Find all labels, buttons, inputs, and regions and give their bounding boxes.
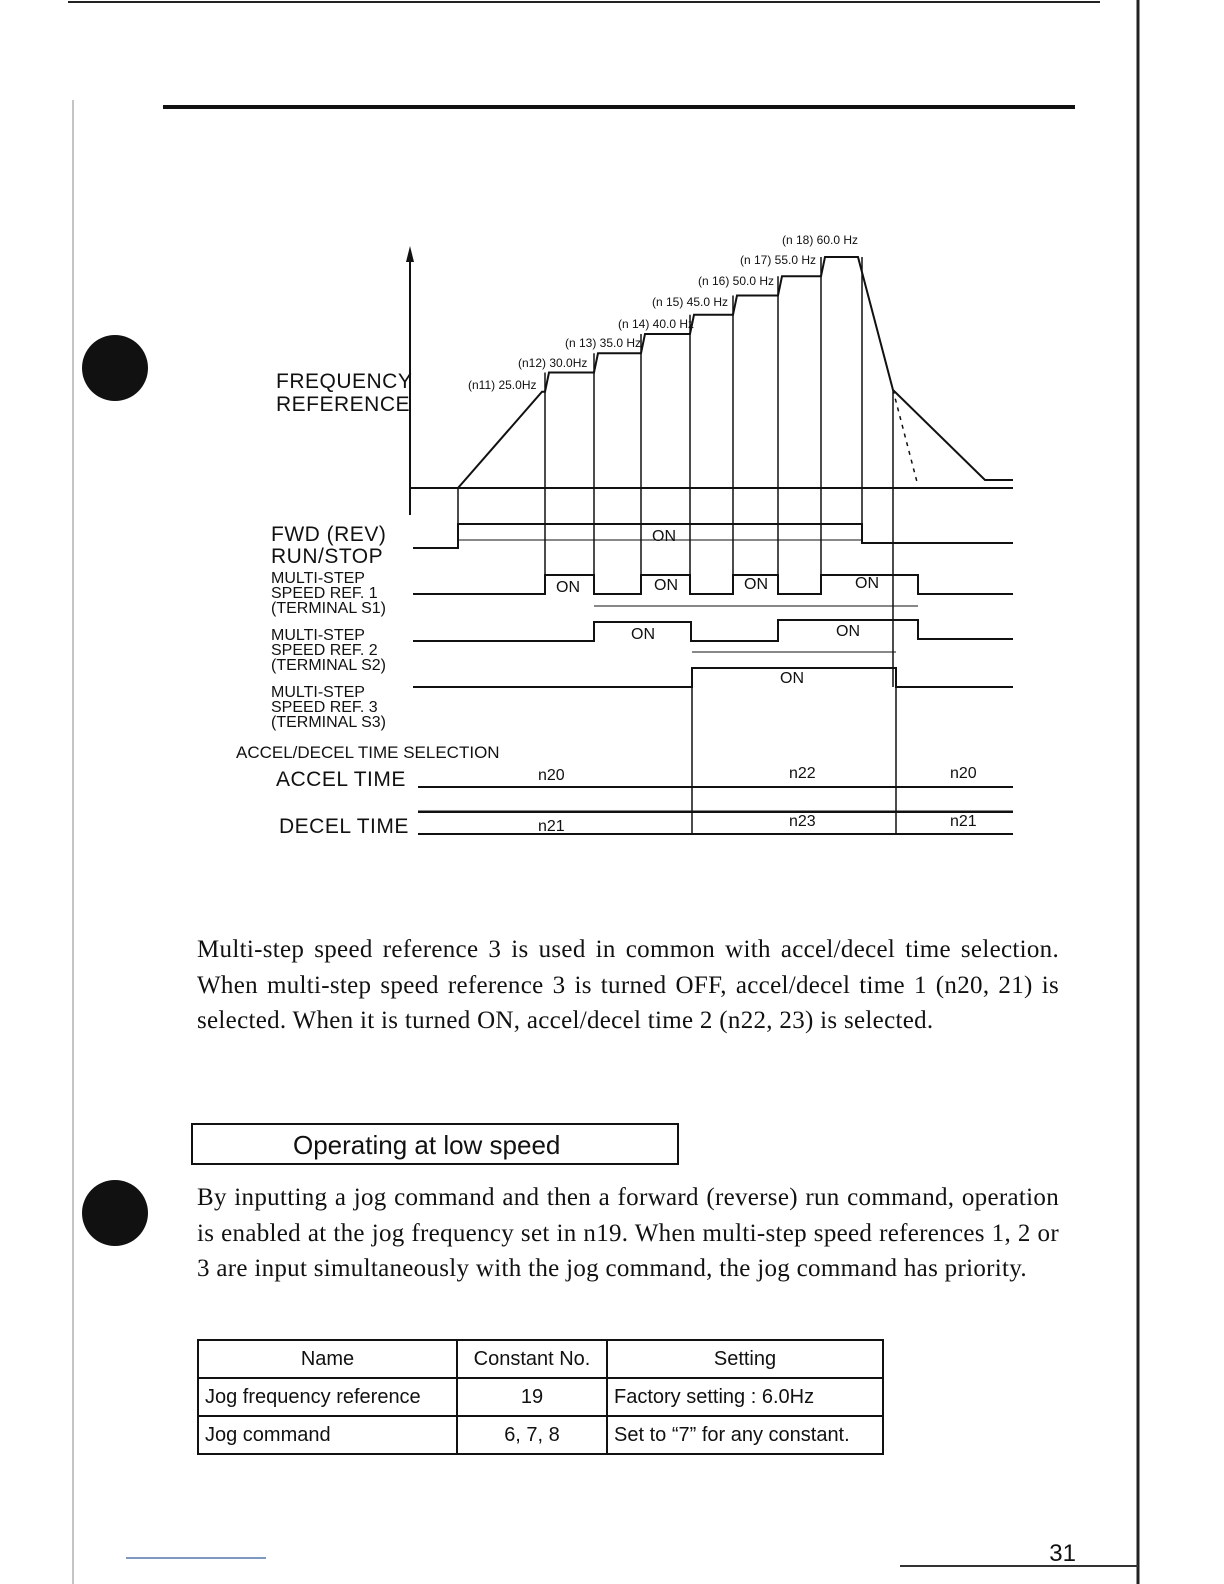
step-label-n12: (n12) 30.0Hz (518, 356, 588, 370)
decel-value-2: n23 (789, 813, 816, 830)
y-axis-label-line1: FREQUENCY (276, 370, 413, 393)
paragraph-accel-decel: Multi-step speed reference 3 is used in common with accel/decel time selection. When multi-step speed reference 3 is turned OFF, accel/decel time 1 (n20, 21) is selected. When it is turned ON, accel/decel time 2 (n22, 23) is selected. (197, 936, 1059, 1034)
signal-s2-label-1: MULTI-STEP (271, 627, 365, 644)
page-number: 31 (1049, 1540, 1076, 1567)
decel-value-1: n21 (538, 818, 565, 835)
on-label-s1-b: ON (654, 577, 678, 594)
accel-time-label: ACCEL TIME (276, 768, 406, 791)
signal-s1-label-2: SPEED REF. 1 (271, 585, 378, 602)
parameter-table (197, 1339, 884, 1455)
on-label-s2-a: ON (631, 626, 655, 643)
on-label-s2-b: ON (836, 623, 860, 640)
y-axis-label-line2: REFERENCE (276, 393, 411, 416)
table-header-row (198, 1340, 883, 1378)
header-constant-no: Constant No. (457, 1340, 607, 1378)
signal-s3-label-1: MULTI-STEP (271, 684, 365, 701)
step-label-n17: (n 17) 55.0 Hz (740, 253, 817, 267)
step-label-n13: (n 13) 35.0 Hz (565, 336, 642, 350)
step-label-n18: (n 18) 60.0 Hz (782, 233, 859, 247)
signal-s3-label-2: SPEED REF. 3 (271, 699, 378, 716)
decel-time-label: DECEL TIME (279, 815, 409, 838)
accel-decel-heading: ACCEL/DECEL TIME SELECTION (236, 743, 500, 762)
step-label-n14: (n 14) 40.0 Hz (618, 317, 695, 331)
step-label-n11: (n11) 25.0Hz (468, 378, 537, 392)
cell-setting: Factory setting : 6.0Hz (607, 1378, 883, 1416)
signal-fwd-label-2: RUN/STOP (271, 545, 384, 568)
signal-s1-label-3: (TERMINAL S1) (271, 600, 386, 617)
on-label-s1-a: ON (556, 579, 580, 596)
decel-value-3: n21 (950, 813, 977, 830)
cell-constant: 19 (457, 1378, 607, 1416)
on-label-fwd: ON (652, 528, 676, 545)
accel-value-3: n20 (950, 765, 977, 782)
cell-constant: 6, 7, 8 (457, 1416, 607, 1454)
margin-bullet-2 (82, 1180, 148, 1246)
cell-name: Jog frequency reference (198, 1378, 457, 1416)
on-label-s3: ON (780, 670, 804, 687)
on-label-s1-d: ON (855, 575, 879, 592)
table-row (198, 1378, 883, 1416)
step-label-n15: (n 15) 45.0 Hz (652, 295, 729, 309)
accel-value-2: n22 (789, 765, 816, 782)
header-setting: Setting (607, 1340, 883, 1378)
table-row (198, 1416, 883, 1454)
on-label-s1-c: ON (744, 576, 768, 593)
header-name: Name (198, 1340, 457, 1378)
step-label-n16: (n 16) 50.0 Hz (698, 274, 775, 288)
signal-s2-label-2: SPEED REF. 2 (271, 642, 378, 659)
signal-fwd-label-1: FWD (REV) (271, 523, 387, 546)
cell-name: Jog command (198, 1416, 457, 1454)
section-heading-box (191, 1123, 679, 1165)
section-title: Operating at low speed (293, 1130, 561, 1160)
signal-s1-label-1: MULTI-STEP (271, 570, 365, 587)
accel-value-1: n20 (538, 767, 565, 784)
signal-s3-label-3: (TERMINAL S3) (271, 714, 386, 731)
signal-s2-label-3: (TERMINAL S2) (271, 657, 386, 674)
cell-setting: Set to “7” for any constant. (607, 1416, 883, 1454)
paragraph-jog: By inputting a jog command and then a forward (reverse) run command, operation is enabled at the jog frequency set in n19. When multi-step speed references 1, 2 or 3 are input simultaneously with the jog command, the jog command has priority. (197, 1184, 1059, 1282)
